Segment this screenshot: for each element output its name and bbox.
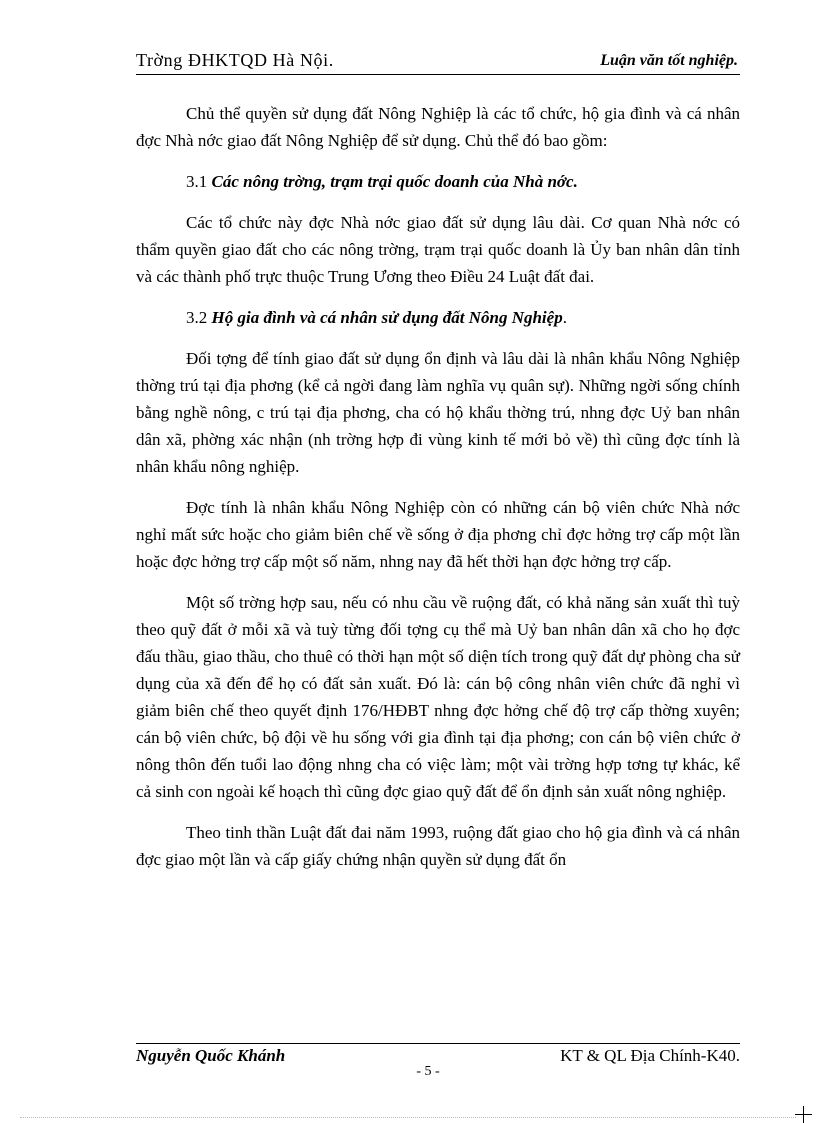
paragraph: Một số trờng hợp sau, nếu có nhu cầu về ruộng đất, có khả năng sản xuất thì tuỳ theo quỹ đất ở mỗi xã và tuỳ từng đối tợng cụ thể mà Uỷ ban nhân dân xã cho họ đợc đấu thầu, giao thầu, cho thuê có thời hạn một số diện tích trong quỹ đất dự phòng cha sử dụng của xã đến để họ có đất sản xuất. Đó là: cán bộ công nhân viên chức đã nghỉ vì giảm biên chế theo quyết định 176/HĐBT nhng đợc hởng chế độ trợ cấp thờng xuyên; cán bộ viên chức, bộ đội về hu sống với gia đình tại địa phơng; con cán bộ viên chức ở nông thôn đến tuổi lao động nhng cha có việc làm; một vài trờng hợp tơng tự khác, kể cả sinh con ngoài kế hoạch thì cũng đợc giao quỹ đất để ổn định sản xuất nông nghiệp. — [136, 593, 740, 801]
section-title: Hộ gia đình và cá nhân sử dụng đất Nông Nghiệp — [211, 308, 563, 327]
header-document-type: Luận văn tốt nghiệp. — [600, 52, 738, 69]
section-number: 3.1 — [186, 172, 208, 191]
paragraph: Các tổ chức này đợc Nhà nớc giao đất sử dụng lâu dài. Cơ quan Nhà nớc có thẩm quyền giao đất cho các nông trờng, trạm trại quốc doanh là Ủy ban nhân dân tỉnh và các thành phố trực thuộc Trung Ương theo Điều 24 Luật đất đai. — [136, 213, 740, 286]
footer-author: Nguyễn Quốc Khánh — [136, 1046, 286, 1065]
page-number: - 5 - — [416, 1064, 440, 1079]
paragraph: Theo tinh thần Luật đất đai năm 1993, ruộng đất giao cho hộ gia đình và cá nhân đợc giao một lần và cấp giấy chứng nhận quyền sử dụng đất ổn — [136, 823, 740, 869]
section-heading-3-2 — [136, 304, 740, 331]
paragraph: Đối tợng để tính giao đất sử dụng ổn định và lâu dài là nhân khẩu Nông Nghiệp thờng trú tại địa phơng (kể cả ngời đang làm nghĩa vụ quân sự). Những ngời sống chính bằng nghề nông, c trú tại địa phơng, cha có hộ khẩu thờng trú, nhng đợc Uỷ ban nhân dân xã, phờng xác nhận (nh trờng hợp đi vùng kinh tế mới bỏ về) thì cũng đợc tính là nhân khẩu nông nghiệp. — [136, 349, 740, 476]
footer-divider — [136, 1043, 740, 1044]
page-header — [136, 50, 740, 75]
crop-mark — [795, 1114, 812, 1115]
paragraph: Đợc tính là nhân khẩu Nông Nghiệp còn có những cán bộ viên chức Nhà nớc nghỉ mất sức hoặc cho giảm biên chế về sống ở địa phơng chỉ đợc hởng trợ cấp một lần hoặc đợc hởng trợ cấp một số năm, nhng nay đã hết thời hạn đợc hởng trợ cấp. — [136, 498, 740, 571]
section-heading-3-1 — [136, 168, 740, 195]
section-title-suffix: . — [562, 308, 567, 327]
section-number: 3.2 — [186, 308, 208, 327]
document-body — [136, 100, 740, 887]
intro-paragraph: Chủ thể quyền sử dụng đất Nông Nghiệp là các tổ chức, hộ gia đình và cá nhân đợc Nhà nớc giao đất Nông Nghiệp để sử dụng. Chủ thể đó bao gồm: — [136, 104, 740, 150]
header-school: Trờng ĐHKTQD Hà Nội. — [136, 50, 334, 70]
footer-department: KT & QL Địa Chính-K40. — [560, 1046, 740, 1065]
section-title: Các nông trờng, trạm trại quốc doanh của Nhà nớc. — [211, 172, 578, 191]
page-bottom-border — [20, 1117, 796, 1118]
